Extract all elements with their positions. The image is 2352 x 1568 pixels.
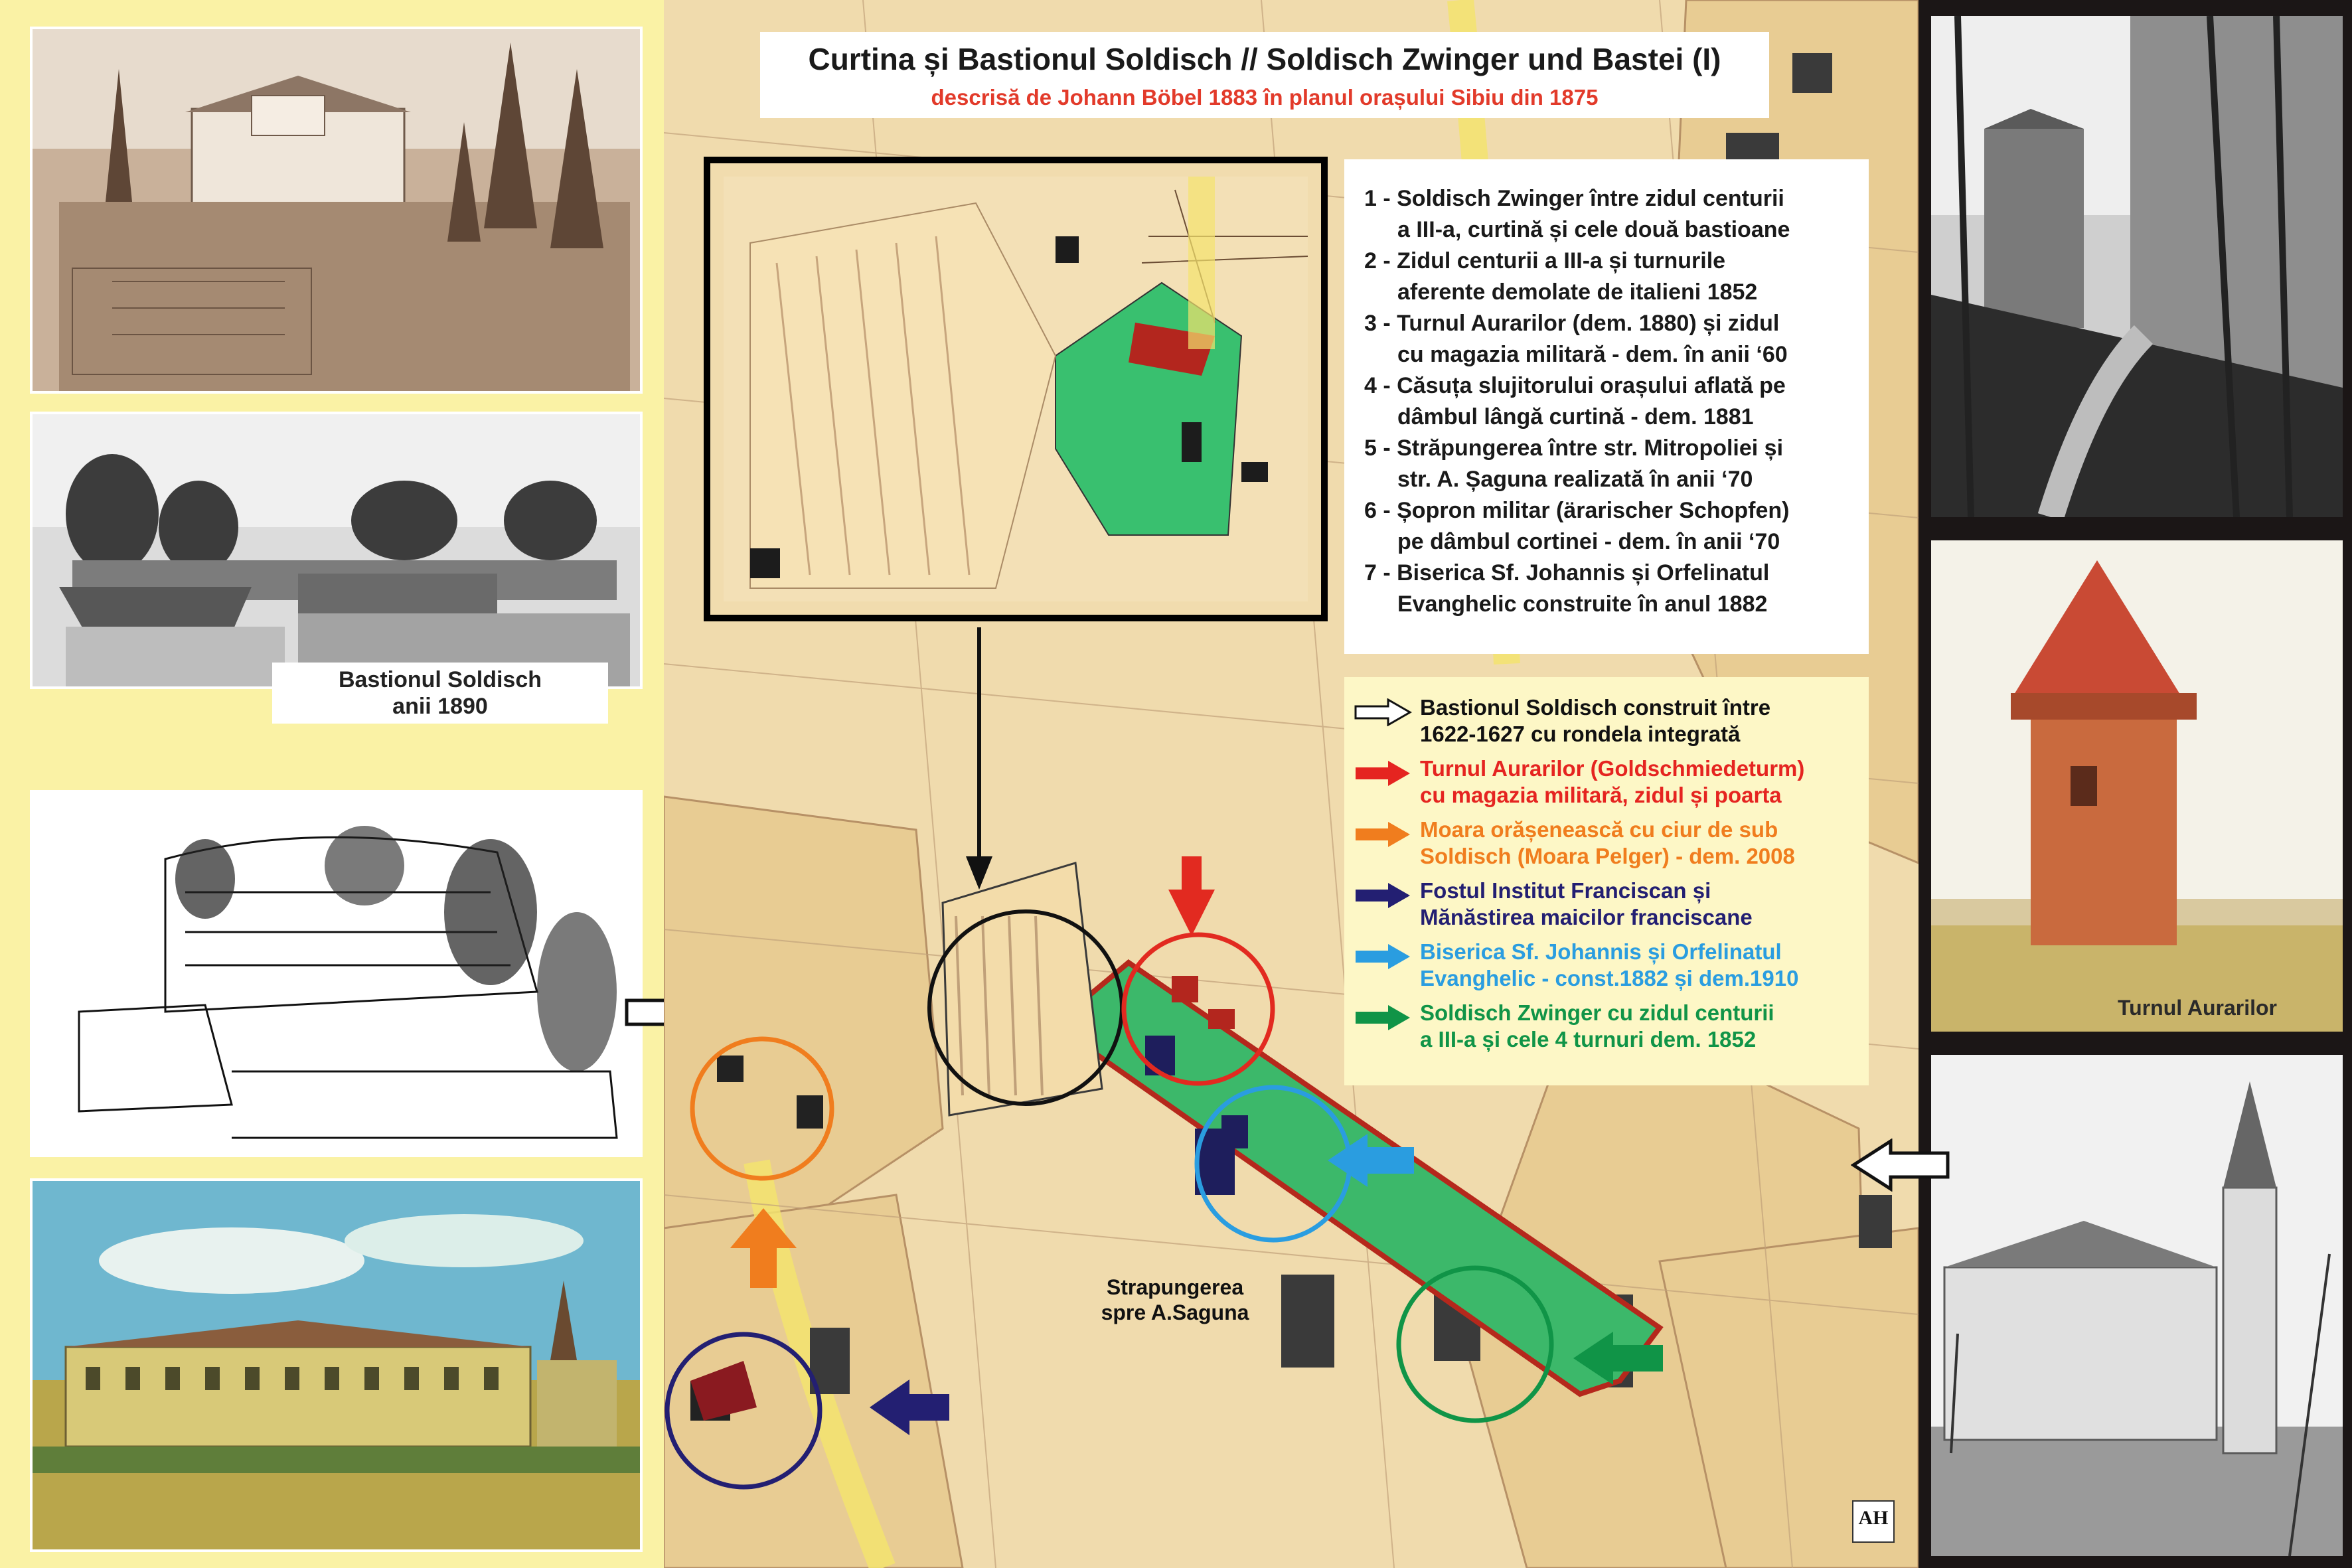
strapungerea-label — [1056, 1275, 1294, 1325]
note-item-2 — [1364, 246, 1849, 308]
photo-bastion-sketch — [30, 790, 643, 1157]
strapungerea-line2: spre A.Saguna — [1101, 1300, 1249, 1324]
note-item-1-line2: a III-a, curtină și cele două bastioane — [1397, 217, 1790, 242]
legend-text-mill — [1420, 817, 1795, 870]
note-item-7 — [1364, 558, 1849, 620]
legend-tower-line1: Turnul Aurarilor (Goldschmiedeturm) — [1420, 756, 1805, 781]
legend-mill-line2: Soldisch (Moara Pelger) - dem. 2008 — [1420, 844, 1795, 868]
photo-franciscan-institute — [30, 1178, 643, 1552]
photo-garden-engraving — [30, 27, 643, 394]
green-arrow-icon — [1354, 1004, 1412, 1032]
legend-text-tower — [1420, 755, 1804, 809]
legend-bastion-line1: Bastionul Soldisch construit între — [1420, 695, 1771, 720]
legend-zwinger-line2: a III-a și cele 4 turnuri dem. 1852 — [1420, 1027, 1757, 1052]
legend-bastion-line2: 1622-1627 cu rondela integrată — [1420, 722, 1741, 746]
tower-caption: Turnul Aurarilor — [2118, 996, 2277, 1020]
legend-franciscan-line2: Mănăstirea maicilor franciscane — [1420, 905, 1753, 929]
legend-franciscan-line1: Fostul Institut Franciscan și — [1420, 878, 1711, 903]
note-item-6-line2: pe dâmbul cortinei - dem. în anii ‘70 — [1397, 529, 1780, 554]
photo-bastion-1890 — [30, 412, 643, 689]
bastion-1890-caption — [272, 663, 608, 724]
legend-text-bastion — [1420, 694, 1770, 747]
photo-st-johannis-church — [1928, 1052, 2345, 1559]
note-item-2-line1: 2 - Zidul centurii a III-a și turnurile — [1364, 248, 1726, 274]
note-item-5-line1: 5 - Străpungerea între str. Mitropoliei și — [1364, 435, 1784, 461]
bastion-caption-line2: anii 1890 — [392, 694, 488, 719]
bastion-caption-line1: Bastionul Soldisch — [338, 667, 542, 692]
numbered-notes-box — [1344, 159, 1869, 654]
red-arrow-icon — [1354, 759, 1412, 787]
color-legend — [1344, 677, 1869, 1085]
note-item-4 — [1364, 370, 1849, 433]
note-item-1 — [1364, 183, 1849, 246]
note-item-7-line1: 7 - Biserica Sf. Johannis și Orfelinatul — [1364, 560, 1770, 586]
church-pointer-arrow-right — [1851, 1138, 1950, 1192]
author-logo: AH — [1852, 1500, 1895, 1543]
note-item-1-line1: 1 - Soldisch Zwinger între zidul centurii — [1364, 186, 1784, 211]
page-subtitle: descrisă de Johann Böbel 1883 în planul orașului Sibiu din 1875 — [931, 85, 1599, 110]
legend-church-line1: Biserica Sf. Johannis și Orfelinatul — [1420, 939, 1782, 964]
page-title: Curtina și Bastionul Soldisch // Soldisch Zwinger und Bastei (I) — [808, 42, 1721, 76]
white-arrow-icon — [1354, 698, 1412, 726]
note-item-6-line1: 6 - Șopron militar (ärarischer Schopfen) — [1364, 498, 1790, 523]
note-item-2-line2: aferente demolate de italieni 1852 — [1397, 279, 1758, 305]
note-item-5-line2: str. A. Șaguna realizată în anii ‘70 — [1397, 467, 1753, 492]
photo-ruined-tower-path — [1928, 13, 2345, 520]
note-item-4-line2: dâmbul lângă curtină - dem. 1881 — [1397, 404, 1754, 430]
orange-arrow-icon — [1354, 821, 1412, 848]
note-item-3 — [1364, 308, 1849, 370]
legend-text-zwinger — [1420, 1000, 1774, 1053]
note-item-6 — [1364, 495, 1849, 558]
note-item-5 — [1364, 433, 1849, 495]
legend-text-church — [1420, 939, 1798, 992]
legend-church-line2: Evanghelic - const.1882 și dem.1910 — [1420, 966, 1799, 990]
legend-text-franciscan — [1420, 878, 1753, 931]
navy-arrow-icon — [1354, 882, 1412, 909]
blue-arrow-icon — [1354, 943, 1412, 971]
inset-map-detail — [704, 157, 1328, 621]
strapungerea-line1: Strapungerea — [1106, 1275, 1244, 1299]
legend-zwinger-line1: Soldisch Zwinger cu zidul centurii — [1420, 1000, 1774, 1025]
legend-tower-line2: cu magazia militară, zidul și poarta — [1420, 783, 1782, 807]
note-item-3-line2: cu magazia militară - dem. în anii ‘60 — [1397, 342, 1788, 367]
legend-mill-line1: Moara orășenească cu ciur de sub — [1420, 817, 1778, 842]
title-banner — [760, 32, 1769, 118]
note-item-7-line2: Evanghelic construite în anul 1882 — [1397, 591, 1768, 617]
note-item-3-line1: 3 - Turnul Aurarilor (dem. 1880) și zidul — [1364, 311, 1780, 336]
photo-goldsmiths-tower — [1928, 538, 2345, 1034]
note-item-4-line1: 4 - Căsuța slujitorului orașului aflată pe — [1364, 373, 1786, 398]
